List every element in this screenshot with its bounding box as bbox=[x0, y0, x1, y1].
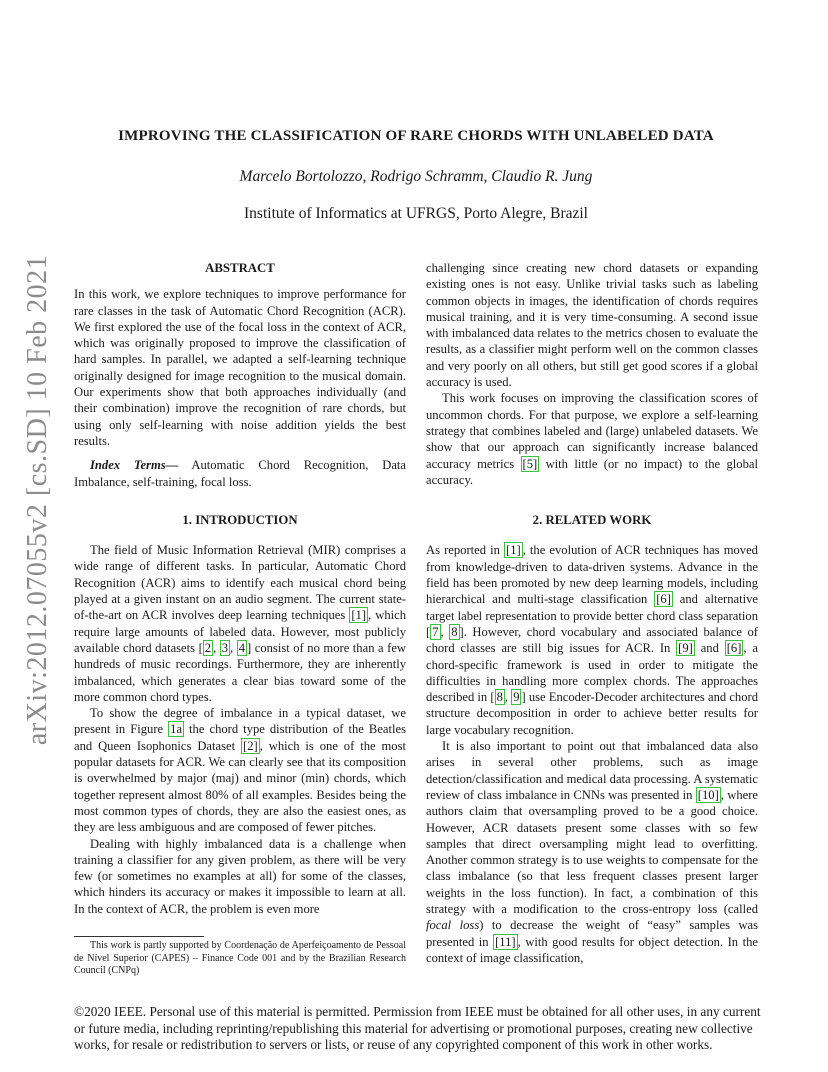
citation-link[interactable]: [2] bbox=[243, 738, 258, 753]
text-span: , which require large amounts of labeled data. However, most publicly available chord datasets [ bbox=[74, 608, 406, 655]
citation-link[interactable]: [1] bbox=[351, 608, 367, 623]
copyright-notice: ©2020 IEEE. Personal use of this material is permitted. Permission from IEEE must be obtained for all other uses, in any current or future media, including reprinting/republishing this material for advertising or promotional purposes, creating new collective works, for resale or redistribution to servers or lists, or reuse of any copyrighted component of this work in other works. bbox=[74, 1004, 761, 1052]
intro-heading: 1. INTRODUCTION bbox=[182, 512, 298, 527]
text-span: This work focuses on improving the classification scores of uncommon chords. For that purpose, we explore a self-learning strategy that combines labeled and (large) unlabeled datasets. We show that our approach can significantly increase balanced accuracy metrics bbox=[426, 391, 758, 471]
citation-link[interactable]: 8 bbox=[496, 690, 503, 705]
text-span: ) to decrease the weight of “easy” samples was presented in bbox=[426, 918, 758, 949]
related-paragraph-1 bbox=[426, 542, 758, 738]
citation-link[interactable]: [6] bbox=[656, 592, 671, 607]
text-span: , bbox=[440, 624, 450, 639]
abstract-heading: ABSTRACT bbox=[205, 261, 275, 275]
text-span: and alternative target label representation to provide better chord class separation [ bbox=[426, 592, 759, 639]
citation-link[interactable]: 4 bbox=[238, 640, 246, 655]
intro-paragraph-2 bbox=[74, 705, 406, 835]
citation-link[interactable]: 7 bbox=[432, 624, 439, 639]
citation-link[interactable]: [6] bbox=[726, 641, 742, 656]
text-span: ] consist of no more than a few hundreds of music recordings. Furthermore, they are inherently imbalanced, which generates a clear bias toward some of the more common chord types. bbox=[74, 640, 407, 704]
text-span: and bbox=[694, 641, 725, 656]
abstract-text: In this work, we explore techniques to improve performance for rare classes in the task of Automatic Chord Recognition (ACR). We first explored the use of the focal loss in the context of ACR, which was originally proposed to improve the classification of hard samples. In parallel, we adapted a self-learning technique originally designed for image recognition to the musical domain. Our experiments show that both approaches individually (and their combination) improve the recognition of rare chords, but using only self-learning with noise addition yields the best results. bbox=[74, 287, 406, 448]
paper-authors: Marcelo Bortolozzo, Rodrigo Schramm, Claudio R. Jung bbox=[239, 168, 593, 185]
citation-link[interactable]: 2 bbox=[204, 640, 212, 655]
text-span: ] use Encoder-Decoder architectures and chord structure decomposition in order to achieve better results for large vocabulary recognition. bbox=[426, 690, 759, 737]
figure-link[interactable]: 1a bbox=[170, 722, 183, 737]
intro-paragraph-1 bbox=[74, 542, 406, 705]
arxiv-sidebar bbox=[18, 254, 58, 746]
text-span: the chord type distribution of the Beatles and Queen Isophonics Dataset bbox=[74, 722, 406, 753]
text-span: , where authors claim that oversampling proved to be a good choice. However, ACR datasets present some classes with so few samples that direct oversampling might lead to overfitting. Another common strategy is to use weights to compensate for the class imbalance (so that less frequent classes present larger weights in the loss function). In fact, a combination of this strategy with a modification to the cross-entropy loss (called bbox=[426, 787, 758, 916]
text-span: As reported in bbox=[426, 543, 504, 558]
text-span: , bbox=[213, 640, 220, 655]
left-column bbox=[74, 260, 406, 917]
text-span: , which is one of the most popular datasets for ACR. We can clearly see that its composition is overwhelmed by major (maj) and minor (min) chords, which together represent almost 80% of all examples. Besides being the most common types of chords, they are also the easiest ones, as they are less ambiguous and are composed of fewer pitches. bbox=[74, 738, 406, 835]
citation-link[interactable]: [11] bbox=[495, 934, 516, 949]
index-terms bbox=[74, 457, 406, 490]
intro-paragraph-4 bbox=[426, 390, 758, 488]
intro-paragraph-3: Dealing with highly imbalanced data is a challenge when training a classifier for any given problem, as there will be very few (or sometimes no examples at all) for some of the classes, which hinders its accuracy or makes it impossible to learn at all. In the context of ACR, the problem is even more bbox=[74, 836, 406, 916]
citation-link[interactable]: 3 bbox=[221, 640, 229, 655]
citation-link[interactable]: [10] bbox=[697, 787, 719, 802]
citation-link[interactable]: [9] bbox=[678, 641, 693, 656]
text-span: , bbox=[230, 640, 237, 655]
citation-link[interactable]: 8 bbox=[451, 624, 458, 639]
text-span: To show the degree of imbalance in a typical dataset, we present in Figure bbox=[74, 706, 406, 737]
text-span: The field of Music Information Retrieval (MIR) comprises a wide range of different tasks. In particular, Automatic Chord Recognition (ACR) aims to identify each musical chord being played at a given instant on an audio segment. The current state-of-the-art on ACR involves deep learning techniques bbox=[74, 543, 406, 623]
citation-link[interactable]: 9 bbox=[513, 690, 520, 705]
text-span: It is also important to point out that imbalanced data also arises in several other problems, such as image detection/classification and medical data processing. A systematic review of class imbalance in CNNs was presented in bbox=[426, 739, 758, 802]
text-span: , a chord-specific framework is used in order to mitigate the difficulties in handling more complex chords. The approaches described in [ bbox=[426, 641, 758, 705]
related-paragraph-2 bbox=[426, 738, 758, 966]
index-terms-label: Index Terms— bbox=[90, 458, 179, 473]
text-span: with little (or no impact) to the global accuracy. bbox=[426, 456, 758, 487]
related-work-heading: 2. RELATED WORK bbox=[532, 513, 652, 528]
text-span: , bbox=[504, 690, 512, 705]
text-span: , the evolution of ACR techniques has moved from knowledge-driven to data-driven systems. Advance in the field has been promoted by new deep learning models, including hierarchical and multi-stage classification bbox=[426, 543, 758, 607]
paper-affiliation: Institute of Informatics at UFRGS, Porto Alegre, Brazil bbox=[244, 205, 588, 222]
intro-paragraph-3-cont: challenging since creating new chord datasets or expanding existing ones is not easy. Unlike trivial tasks such as labeling common objects in images, the identification of chords requires musical training, and it is very time-consuming. A second issue with imbalanced data relates to the metrics chosen to evaluate the results, as a classifier might perform well on the common classes and very poorly on all others, but still get good scores if a global accuracy is used. bbox=[426, 261, 758, 390]
citation-link[interactable]: [1] bbox=[506, 543, 521, 558]
paper-title: IMPROVING THE CLASSIFICATION OF RARE CHORDS WITH UNLABELED DATA bbox=[118, 128, 714, 144]
arxiv-identifier: arXiv:2012.07055v2 [cs.SD] 10 Feb 2021 bbox=[22, 254, 53, 746]
funding-footnote: This work is partly supported by Coordenação de Aperfeiçoamento de Pessoal de Nível Superior (CAPES) – Finance Code 001 and by the Brazilian Research Council (CNPq) bbox=[74, 940, 406, 977]
text-span: ]. However, chord vocabulary and associated balance of chord classes are still big issues for ACR. In bbox=[426, 624, 758, 656]
right-column bbox=[426, 260, 758, 966]
text-span: , with good results for object detection. In the context of image classification, bbox=[426, 934, 758, 965]
citation-link[interactable]: [5] bbox=[522, 456, 538, 471]
footnote-rule bbox=[74, 936, 204, 937]
emphasis-text: focal loss bbox=[426, 918, 480, 933]
index-terms-text: Automatic Chord Recognition, Data Imbalance, self-training, focal loss. bbox=[74, 458, 407, 489]
